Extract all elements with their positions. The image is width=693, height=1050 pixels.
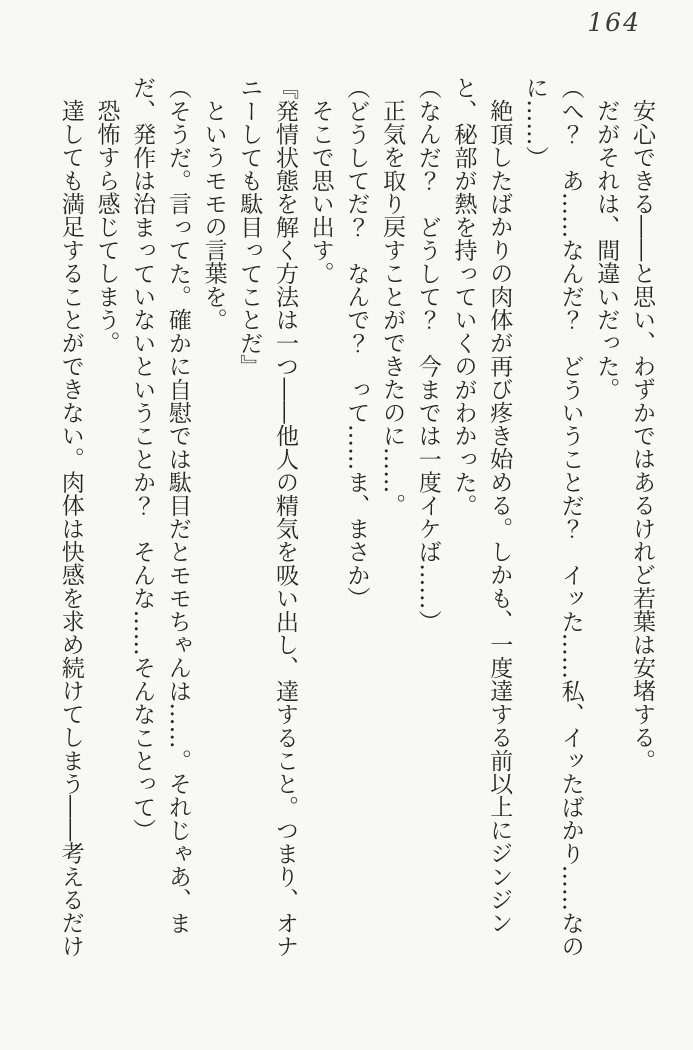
paragraph: （そうだ。言ってた。確かに自慰では駄目だとモモちゃんは……。それじゃあ、まだ、発作は治まっていないということか？ そんな……そんなことって） xyxy=(129,76,191,935)
paragraph: そこで思い出す。 xyxy=(307,99,334,285)
paragraph: だがそれは、間違いだった。 xyxy=(593,99,620,401)
paragraph: 『発情状態を解く方法は一つ――他人の精気を吸い出し、達すること。つまり、オナニーしても駄目ってことだ』 xyxy=(236,76,298,958)
paragraph: 達しても満足することができない。肉体は快感を求め続けてしまう――考えるだけ xyxy=(57,99,84,958)
paragraph: というモモの言葉を。 xyxy=(200,99,227,331)
paragraph: 恐怖すら感じてしまう。 xyxy=(93,99,120,355)
paragraph: 安心できる――と思い、わずかではあるけれど若葉は安堵する。 xyxy=(629,99,655,772)
paragraph: （なんだ？ どうして？ 今までは一度イケば……） xyxy=(414,76,441,633)
paragraph: （どうしてだ？ なんで？ って……ま、まさか） xyxy=(343,76,370,610)
text-area xyxy=(49,76,659,976)
paragraph: （へ？ あ……なんだ？ どういうことだ？ イッた……私、イッたばかり……なのに……） xyxy=(521,76,584,958)
paragraph: 絶頂したばかりの肉体が再び疼き始める。しかも、一度達する前以上にジンジンと、秘部が熱を持っていくのがわかった。 xyxy=(450,76,513,935)
paragraph: 正気を取り戻すことができたのに……。 xyxy=(379,99,406,517)
page-number: 164 xyxy=(587,8,641,37)
